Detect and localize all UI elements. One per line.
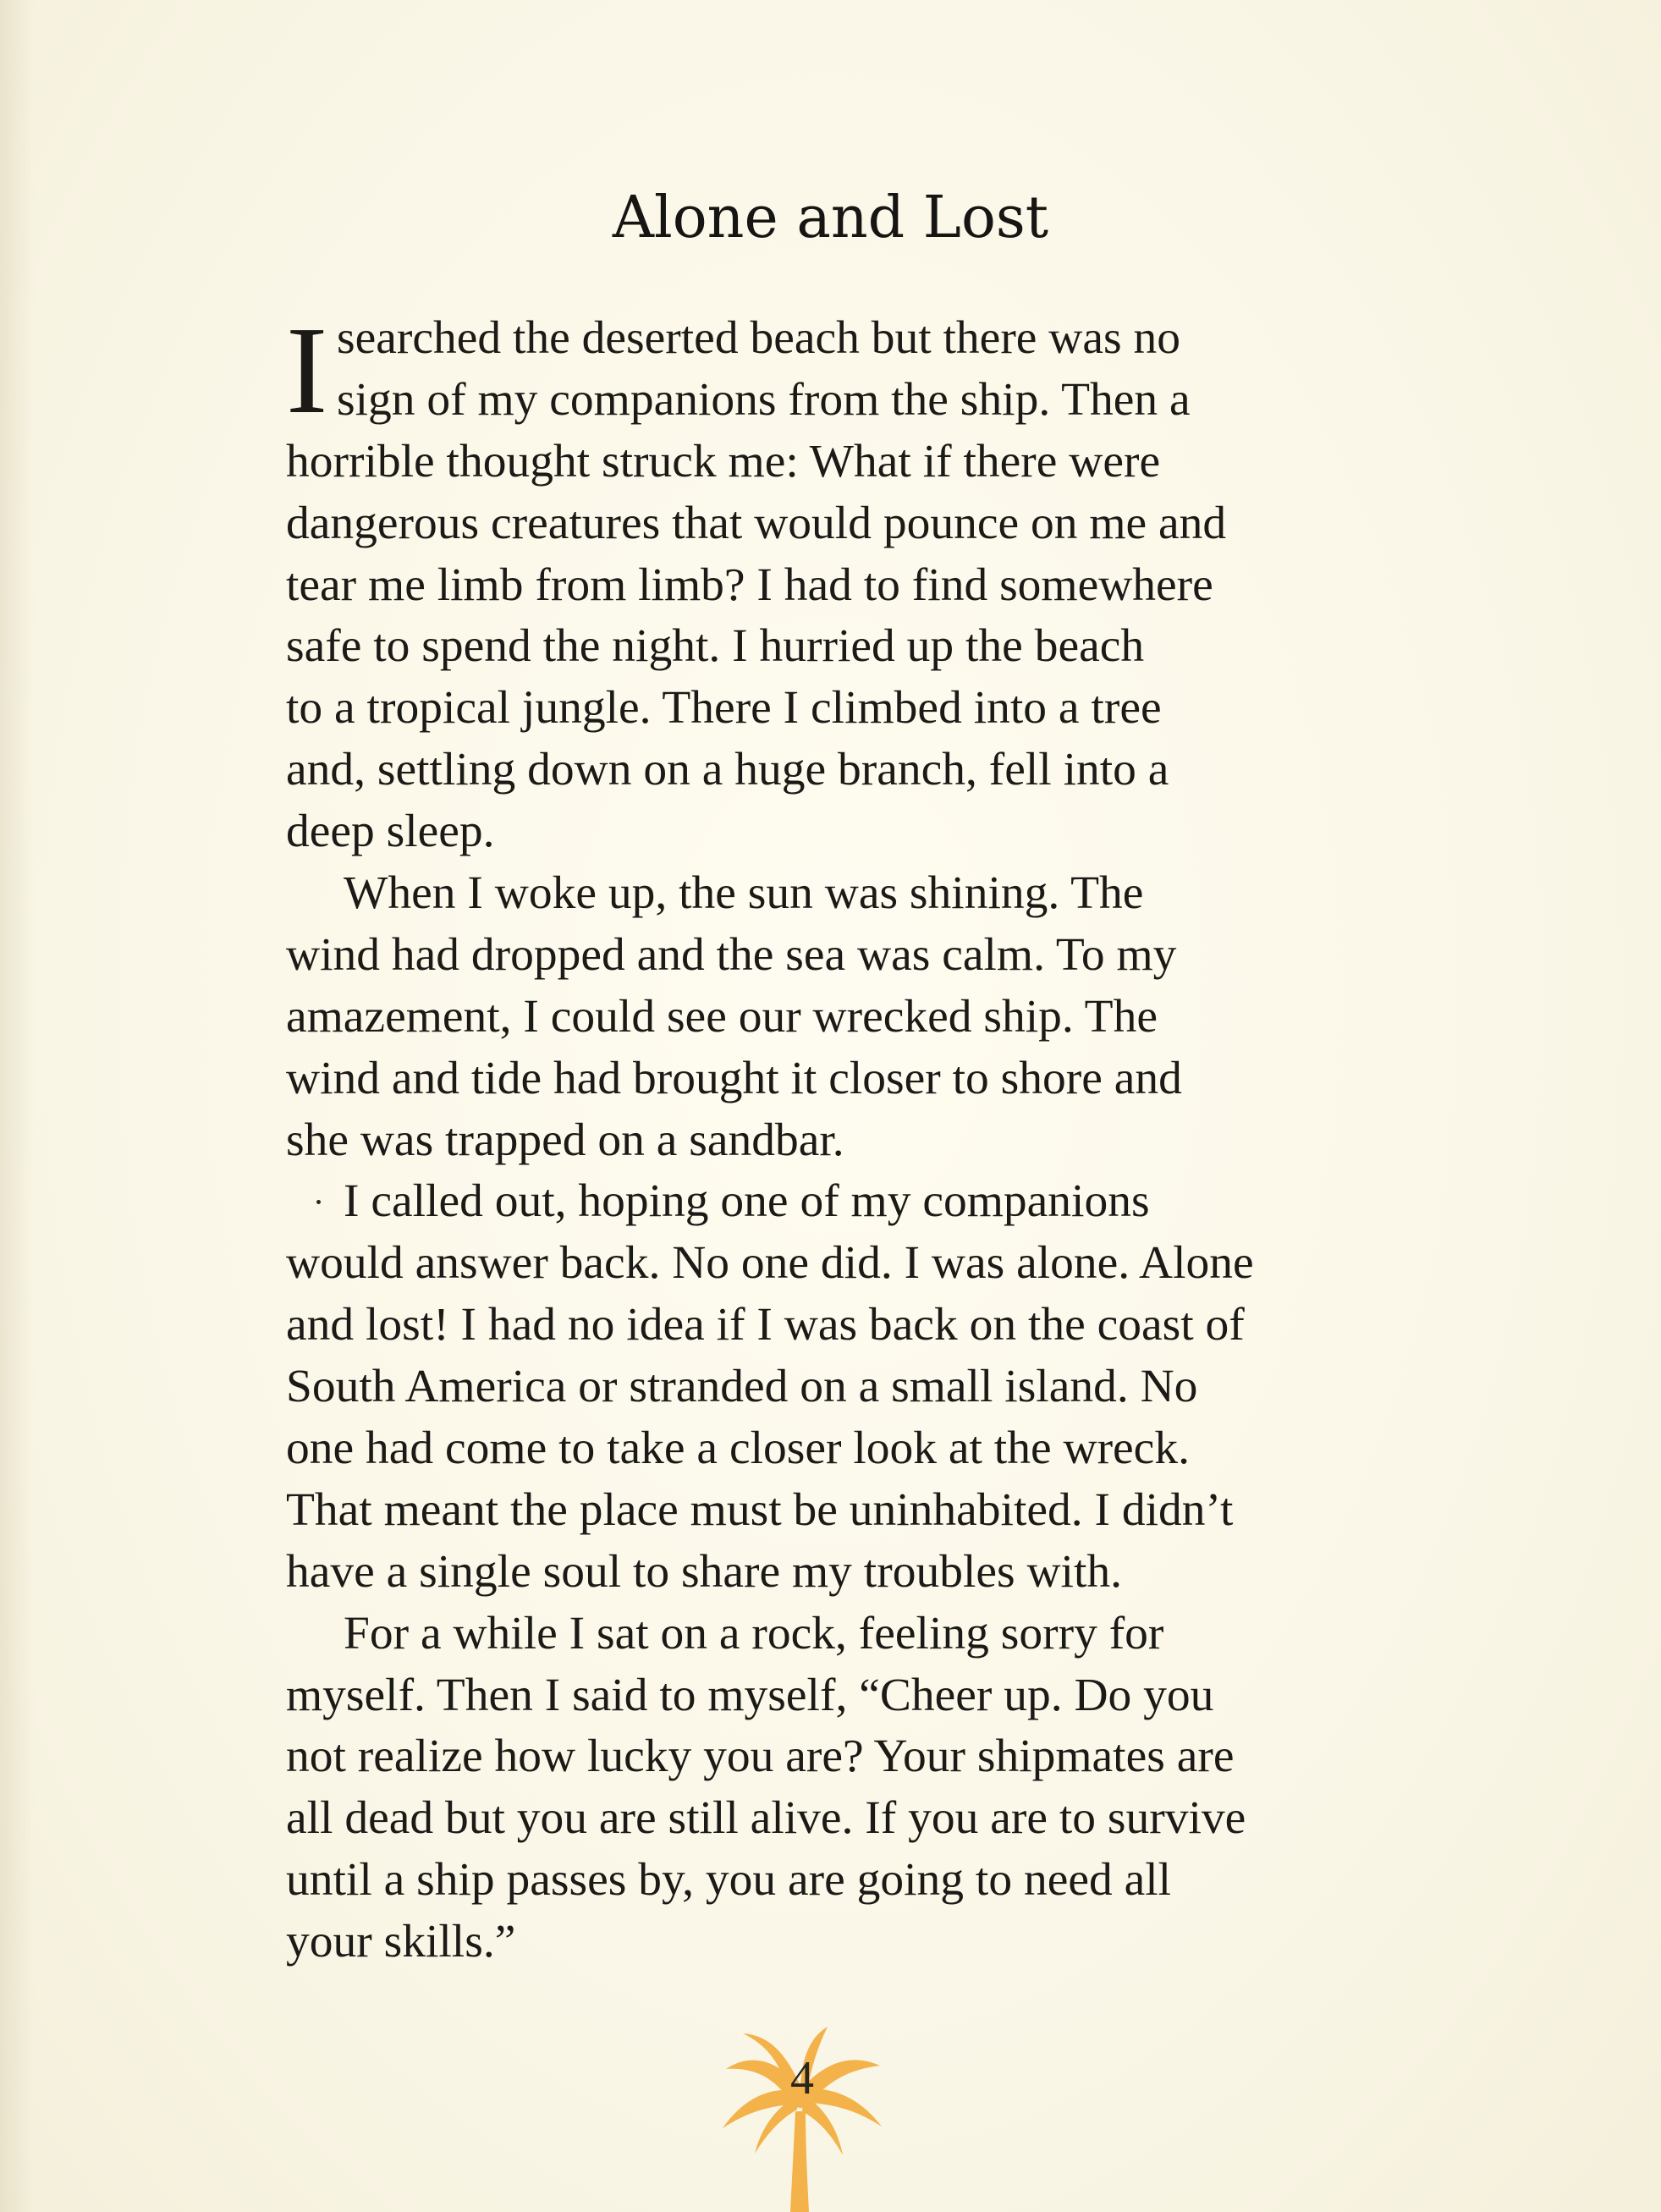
text-line: all dead but you are still alive. If you are to survive [286,1792,1246,1845]
text-line: horrible thought struck me: What if there were [286,435,1161,487]
text-line: safe to spend the night. I hurried up the beach [286,620,1145,673]
text-line: South America or stranded on a small island. No [286,1361,1198,1413]
text-line: tear me limb from limb? I had to find somewhere [286,559,1213,611]
text-line: myself. Then I said to myself, “Cheer up. Do you [286,1669,1214,1721]
paragraph-4 [286,1604,1386,1973]
text-line: I called out, hoping one of my companions [344,1175,1150,1228]
paragraph-3 [286,1171,1386,1603]
text-line: she was trapped on a sandbar. [286,1114,844,1166]
body-text [286,301,1386,1973]
text-line: For a while I sat on a rock, feeling sorry for [344,1607,1164,1659]
text-line: until a ship passes by, you are going to need all [286,1854,1172,1907]
text-line: That meant the place must be uninhabited. I didn’t [286,1483,1234,1536]
drop-cap: I [286,301,328,440]
text-line: wind and tide had brought it closer to shore and [286,1052,1182,1104]
text-line: When I woke up, the sun was shining. The [344,867,1144,920]
text-line: amazement, I could see our wrecked ship. The [286,990,1158,1043]
text-line: searched the deserted beach but there was no [337,312,1180,364]
text-line: deep sleep. [286,806,495,858]
paragraph-2 [286,863,1386,1171]
page-edge-shadow [0,0,34,2212]
text-line: have a single soul to share my troubles with. [286,1545,1123,1598]
text-line: and lost! I had no idea if I was back on the coast of [286,1299,1245,1351]
text-line: one had come to take a closer look at the wreck. [286,1422,1190,1475]
text-line: your skills.” [286,1916,516,1968]
paragraph-1 [286,301,1386,863]
print-speck [316,1200,321,1204]
text-line: dangerous creatures that would pounce on me and [286,497,1227,549]
text-line: and, settling down on a huge branch, fell into a [286,744,1169,796]
text-line: sign of my companions from the ship. Then a [337,373,1191,426]
text-line: not realize how lucky you are? Your shipmates are [286,1731,1235,1783]
text-line: wind had dropped and the sea was calm. To my [286,928,1177,981]
text-line: would answer back. No one did. I was alone. Alone [286,1237,1254,1290]
text-line: to a tropical jungle. There I climbed into a tree [286,682,1162,735]
chapter-title: Alone and Lost [612,184,1049,251]
page-number: 4 [790,2052,814,2105]
